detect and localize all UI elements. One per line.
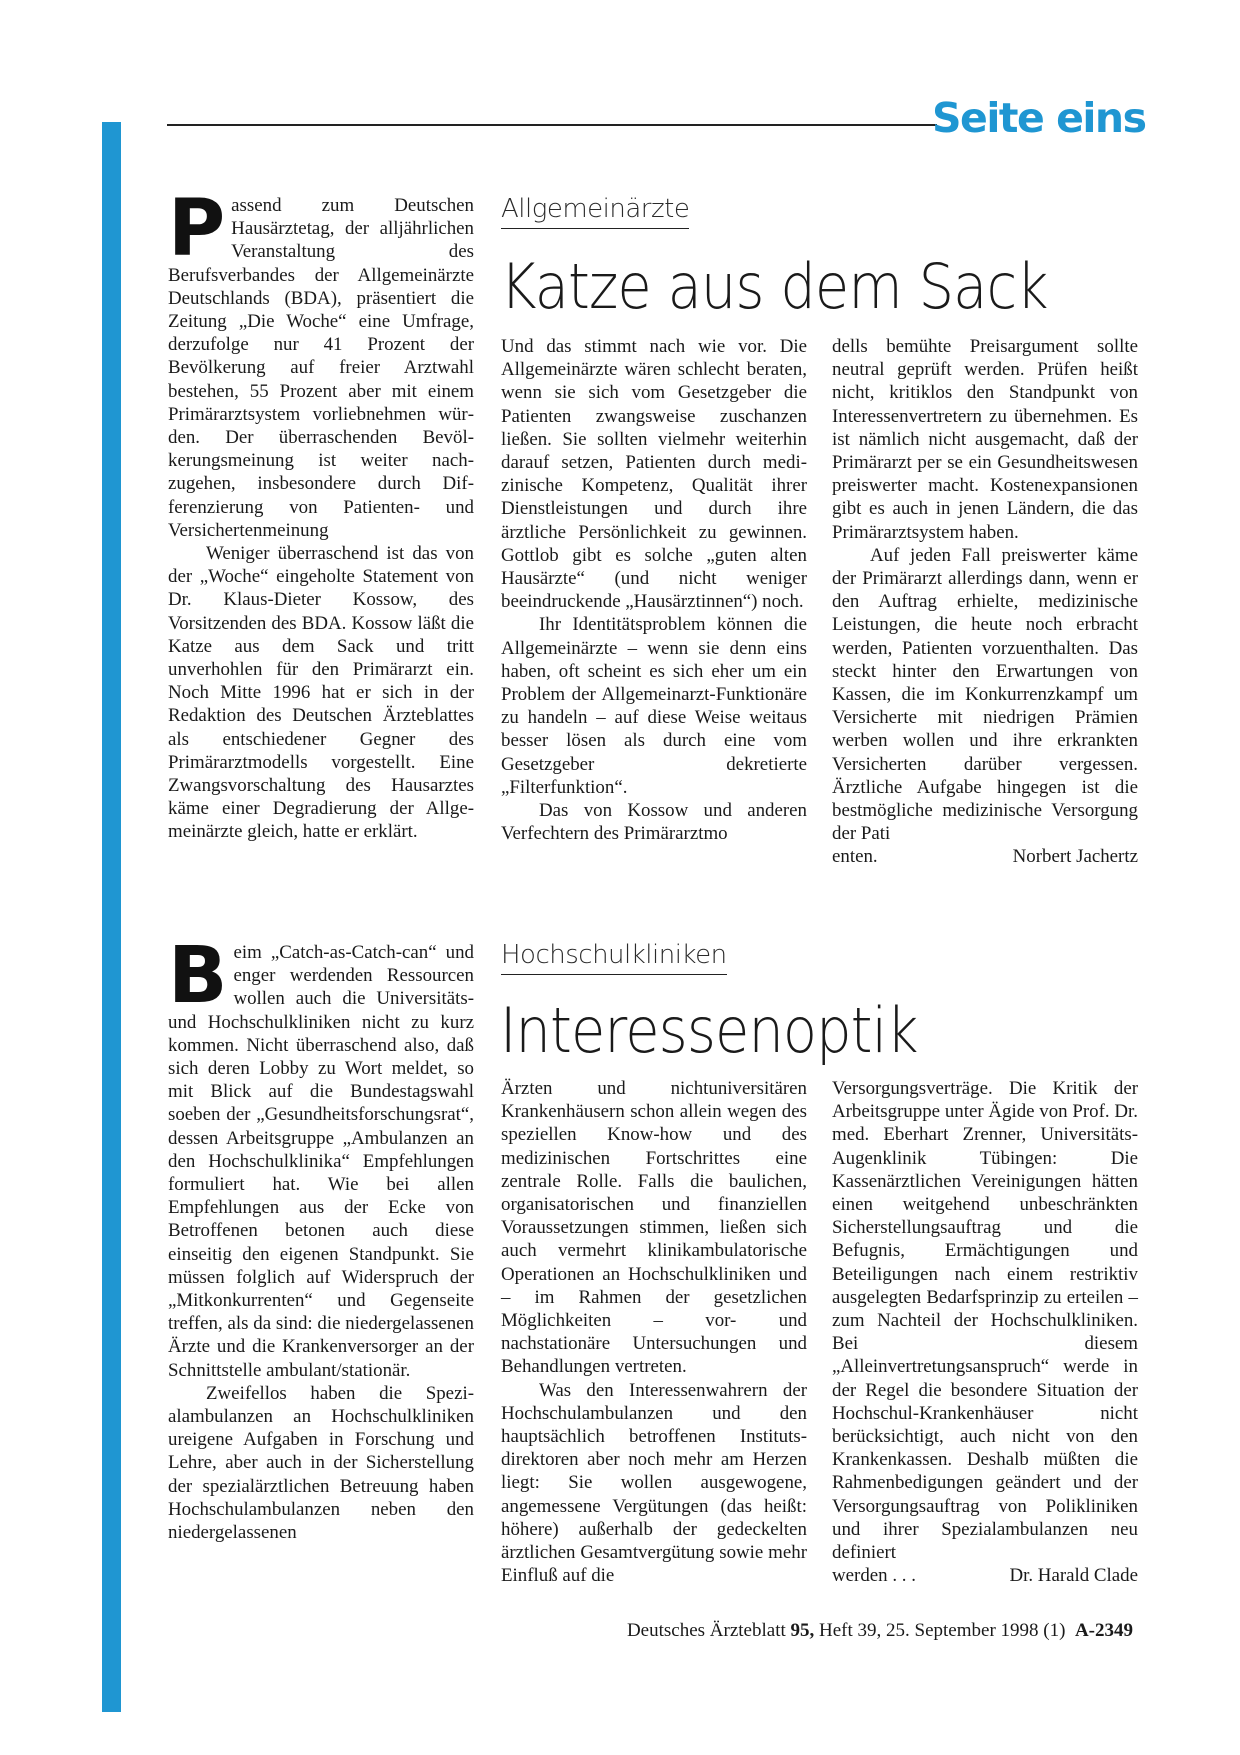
article1-body-column-3 bbox=[832, 335, 1138, 869]
article1-col2-p2: Ihr Identitätsproblem können die Allgemeinärzte – wenn sie denn eins haben, oft scheint es sich eher um ein Problem der Allgemeinarzt-Funktionäre zu handeln – auf diese Weise weitaus besser lösen als durch eine vom Gesetzgeber dekretierte „Filterfunktion“. bbox=[501, 614, 807, 798]
footer-journal: Deutsches Ärzteblatt bbox=[626, 1620, 786, 1641]
article1-col2-p1: Und das stimmt nach wie vor. Die Allgemeinärzte wären schlecht beraten, wenn sie sich vom Gesetzgeber die Patienten zwangsweise zuschanzen ließen. Sie sollten vielmehr weiterhin darauf setzen, Patienten durch medizinische Kompetenz, Qualität ihrer Dienstleistungen und durch ihre ärztliche Persönlichkeit zu gewinnen. Gottlob gibt es solche „guten alten Hausärzte“ (und nicht weniger beeindruckende „Hausärztinnen“) noch. bbox=[501, 336, 807, 613]
article1-body-column-2 bbox=[501, 335, 807, 845]
article2-col2-p2: Was den Interessenwahrern der Hochschulambulanzen und den hauptsächlich betroffenen Institutsdirektoren aber noch mehr am Herzen liegt: Sie wollen ausgewogene, angemessene Vergütungen (das heißt: höhere) außerhalb der gedeckelten ärztlichen Gesamtvergütung sowie mehr Einfluß auf die bbox=[501, 1379, 807, 1587]
article1-headline: Katze aus dem Sack bbox=[500, 250, 1048, 323]
footer-volume: 95, bbox=[790, 1620, 815, 1641]
accent-bar bbox=[102, 122, 121, 1712]
article2-author: Dr. Harald Clade bbox=[1009, 1565, 1138, 1587]
footer-issue: Heft 39, 25. September 1998 (1) bbox=[819, 1620, 1066, 1641]
article2-intro-p1 bbox=[168, 931, 474, 1382]
article1-signature-line bbox=[832, 845, 1138, 868]
article1-col3-p2: Auf jeden Fall preiswerter käme der Primärarzt allerdings dann, wenn er den Auftrag erhielte, medizinische Leistungen, die heute noch erbracht werden, Patienten vorzuenthalten. Das steckt hinter den Erwartungen von Kassen, die im Konkurrenzkampf um Versicherte mit niedrigen Prämien werben wollen und ihre erkrankten Versicherten darüber vergessen. Ärztliche Aufgabe hingegen ist die bestmögliche medizinische Versorgung der Pati bbox=[832, 544, 1138, 845]
article1-col2-p3: Das von Kossow und anderen Verfechtern des Primärarztmo bbox=[501, 800, 807, 845]
section-label: Seite eins bbox=[932, 94, 1146, 142]
header-rule bbox=[167, 124, 937, 126]
article1-intro-p1 bbox=[168, 184, 474, 542]
article2-signature-line bbox=[832, 1564, 1138, 1587]
article2-body-column-2 bbox=[501, 1077, 807, 1587]
article1-intro-text: assend zum Deutschen Hausärztetag, der alljährlichen Veranstaltung des Berufsverbandes der Allgemeinärzte Deutschlands (BDA), präsentiert die Zeitung „Die Woche“ eine Umfrage, derzufolge nur 41 Prozent der Bevölkerung auf freier Arztwahl bestehen, 55 Prozent aber mit einem Primärarztsystem vorliebnehmen würden. Der überraschenden Bevölkerungsmeinung ist weiter nachzugehen, insbesondere durch Differenzierung von Patienten- und Versichertenmeinung bbox=[168, 195, 474, 541]
page-footer bbox=[627, 1620, 1133, 1642]
article1-author: Norbert Jachertz bbox=[1012, 846, 1138, 868]
article2-dropcap: B bbox=[168, 931, 228, 1021]
article2-headline: Interessenoptik bbox=[500, 994, 918, 1067]
article2-col3-p1: Versorgungsverträge. Die Kritik der Arbeitsgruppe unter Ägide von Prof. Dr. med. Eberhart Zrenner, Universitäts-Augenklinik Tübingen: Die Kassenärztlichen Vereinigungen hätten einen weitgehend unbeschränkten Sicherstellungsauftrag und die Befugnis, Ermächtigungen und Beteiligungen nach einem restriktiv ausgelegten Bedarfsprinzip zu erteilen – zum Nachteil der Hochschulkliniken. Bei diesem „Alleinvertretungsanspruch“ werde in der Regel die besondere Situation der Hochschul-Krankenhäuser nicht berücksichtigt, auch nicht von den Krankenkassen. Deshalb müßten die Rahmenbedigungen geändert und der Versorgungsauftrag von Polikliniken und ihrer Spezialambulanzen neu definiert bbox=[832, 1078, 1138, 1564]
article2-intro-column bbox=[168, 931, 474, 1544]
article2-last-word: werden . . . bbox=[832, 1565, 916, 1587]
article1-kicker: Allgemeinärzte bbox=[501, 194, 689, 229]
article1-intro-column bbox=[168, 184, 474, 844]
article1-intro-p2: Weniger überraschend ist das von der „Woche“ eingeholte Statement von Dr. Klaus-Dieter Kossow, des Vorsitzenden des BDA. Kossow läßt die Katze aus dem Sack und tritt unverhohlen für den Primärarzt ein. Noch Mitte 1996 hat er sich in der Redaktion des Deutschen Ärzteblattes als entschiedener Gegner des Primärarztmodells vorgestellt. Eine Zwangsvorschaltung des Hausarztes käme einer Degradierung der Allgemeinärzte gleich, hatte er erklärt. bbox=[168, 543, 474, 843]
article2-col2-p1: Ärzten und nichtuniversitären Krankenhäusern schon allein wegen des speziellen Know-how und des medizinischen Fortschrittes eine zentrale Rolle. Falls die baulichen, organisatorischen und finanziellen Voraussetzungen stimmen, ließen sich auch vermehrt klinikambulatorische Operationen an Hochschulkliniken und – im Rahmen der gesetzlichen Möglichkeiten – vor- und nachstationäre Untersuchungen und Behandlungen vertreten. bbox=[501, 1078, 807, 1378]
article2-body-column-3 bbox=[832, 1077, 1138, 1587]
footer-page-number: A-2349 bbox=[1074, 1620, 1133, 1641]
article2-intro-text: eim „Catch-as-Catch-can“ und enger werdenden Ressourcen wollen auch die Universitäts- und Hochschulkliniken nicht zu kurz kommen. Nicht überraschend also, daß sich deren Lobby zu Wort meldet, so mit Blick auf die Bundestagswahl soeben der „Gesundheitsforschungsrat“, dessen Arbeitsgruppe „Ambulanzen an den Hochschulklinika“ Empfehlungen formuliert hat. Wie bei allen Empfehlungen aus der Ecke von Betroffenen betonen auch diese einseitig den eigenen Standpunkt. Sie müssen folglich auf Widerspruch der „Mitkonkurrenten“ und Gegenseite treffen, als da sind: die niedergelassenen Ärzte und die Krankenversorger an der Schnittstelle ambulant/stationär. bbox=[168, 942, 474, 1381]
article1-dropcap: P bbox=[168, 184, 226, 274]
article2-kicker: Hochschulkliniken bbox=[501, 940, 727, 975]
article1-col3-p1: dells bemühte Preisargument sollte neutral geprüft werden. Prüfen heißt nicht, kritiklos den Standpunkt von Interessenvertretern zu übernehmen. Es ist nämlich nicht ausgemacht, daß der Primärarzt per se ein Gesundheitswesen preiswerter macht. Kostenexpansionen gibt es auch in jenen Ländern, die das Primärarztsystem haben. bbox=[832, 336, 1138, 543]
article1-last-word: enten. bbox=[832, 846, 878, 868]
article2-intro-p2: Zweifellos haben die Spezialambulanzen an Hochschulkliniken ureigene Aufgaben in Forschung und Lehre, aber auch in der Sicherstellung der spezialärztlichen Betreuung haben Hochschulambulanzen neben den niedergelassenen bbox=[168, 1382, 474, 1544]
